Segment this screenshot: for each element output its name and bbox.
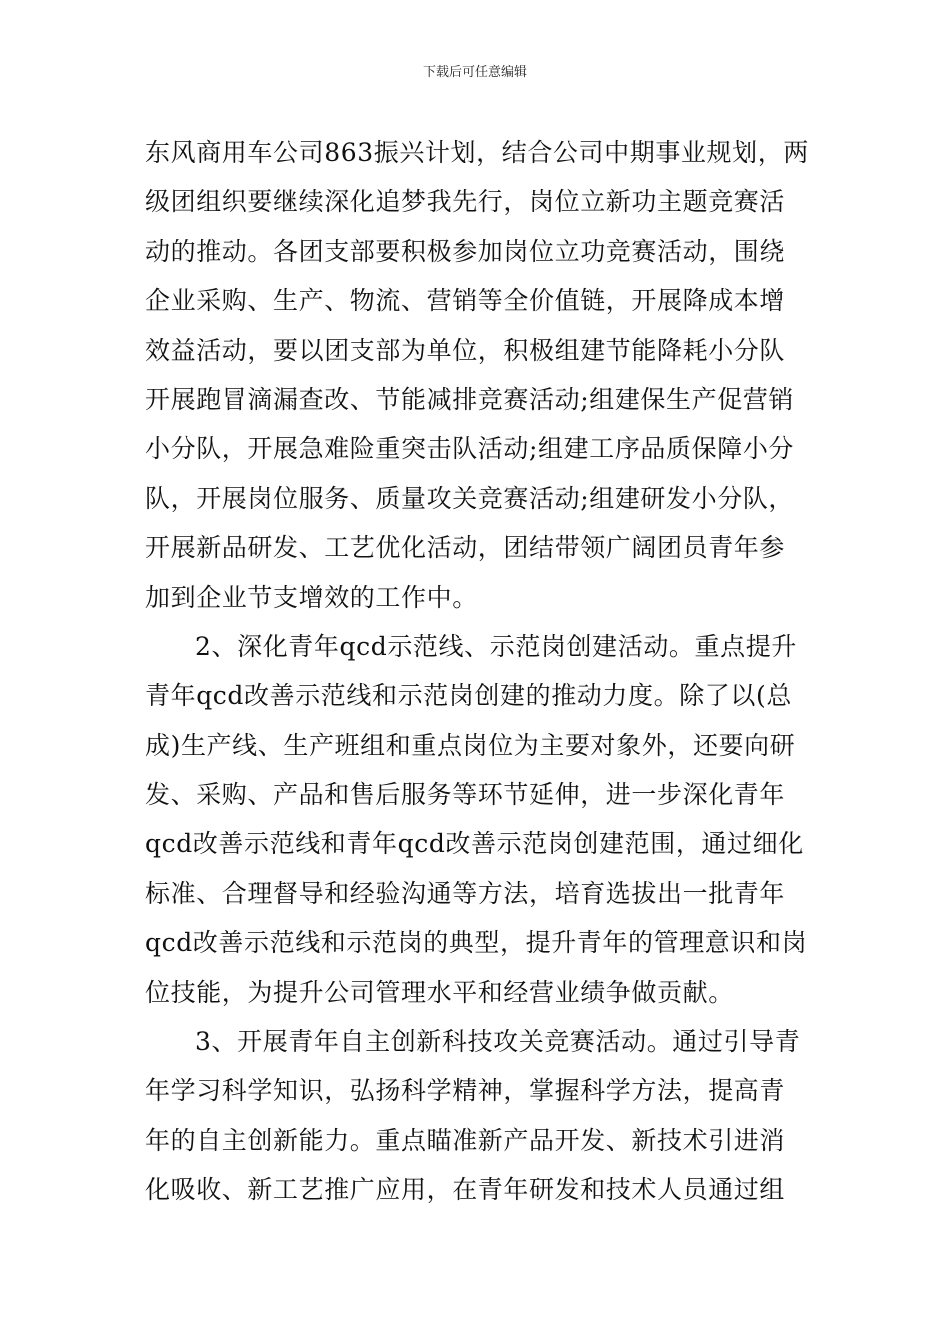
text-line: 成)生产线、生产班组和重点岗位为主要对象外，还要向研 (145, 730, 796, 760)
text-line: 级团组织要继续深化追梦我先行，岗位立新功主题竞赛活 (145, 187, 786, 217)
text-line: 动的推动。各团支部要积极参加岗位立功竞赛活动，围绕 (145, 236, 786, 266)
text-line: 队，开展岗位服务、质量攻关竞赛活动;组建研发小分队， (145, 483, 795, 513)
text-line: 企业采购、生产、物流、营销等全价值链，开展降成本增 (145, 286, 786, 316)
text-line: 加到企业节支增效的工作中。 (145, 582, 478, 612)
text-line: 效益活动，要以团支部为单位，积极组建节能降耗小分队 (145, 335, 786, 365)
page-header: 下载后可任意编辑 (422, 65, 527, 80)
text-line: qcd改善示范线和示范岗的典型，提升青年的管理意识和岗 (145, 928, 808, 958)
text-line: 年的自主创新能力。重点瞄准新产品开发、新技术引进消 (145, 1125, 786, 1155)
paragraph-start-line: 2、深化青年qcd示范线、示范岗创建活动。重点提升 (195, 631, 797, 661)
text-line: 开展新品研发、工艺优化活动，团结带领广阔团员青年参 (145, 533, 786, 563)
text-line: 小分队，开展急难险重突击队活动;组建工序品质保障小分 (145, 434, 795, 464)
document-body (145, 128, 811, 1215)
text-line: 开展跑冒滴漏查改、节能减排竞赛活动;组建保生产促营销 (145, 384, 795, 414)
text-line: 东风商用车公司863振兴计划，结合公司中期事业规划，两 (145, 138, 809, 167)
text-line: 化吸收、新工艺推广应用，在青年研发和技术人员通过组 (145, 1175, 786, 1205)
text-line: 发、采购、产品和售后服务等环节延伸，进一步深化青年 (145, 780, 786, 810)
text-line: 位技能，为提升公司管理水平和经营业绩争做贡献。 (145, 977, 734, 1007)
text-line: 标准、合理督导和经验沟通等方法，培育选拔出一批青年 (145, 878, 786, 908)
text-line: 年学习科学知识，弘扬科学精神，掌握科学方法，提高青 (145, 1076, 786, 1106)
paragraph-start-line: 3、开展青年自主创新科技攻关竞赛活动。通过引导青 (195, 1027, 801, 1057)
text-line: qcd改善示范线和青年qcd改善示范岗创建范围，通过细化 (145, 829, 804, 859)
text-line: 青年qcd改善示范线和示范岗创建的推动力度。除了以(总 (145, 681, 792, 711)
